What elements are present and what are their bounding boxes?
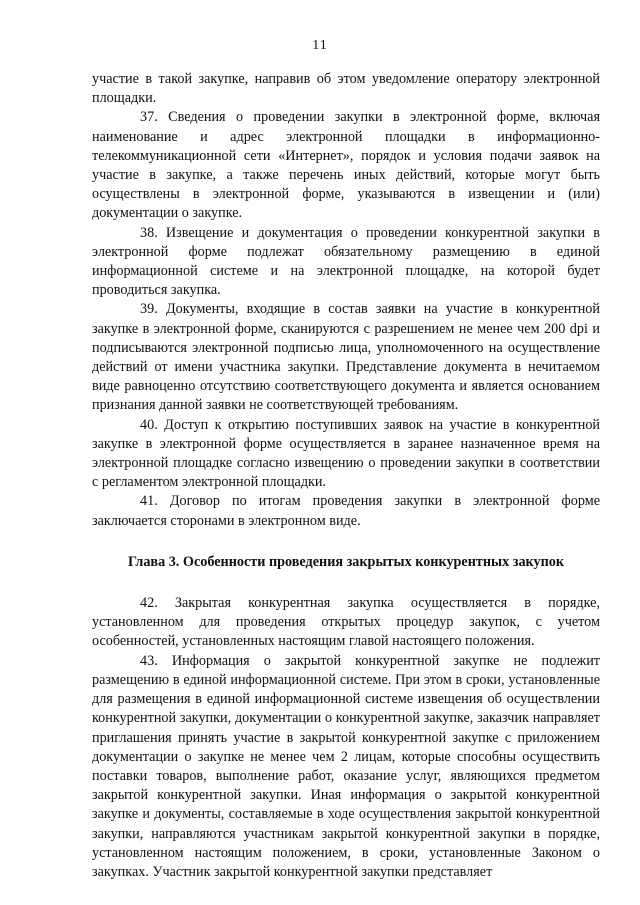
paragraph-41: 41. Договор по итогам проведения закупки в электронной форме заключается сторонами в электронном виде. <box>92 493 600 529</box>
page-number: 11 <box>312 38 328 53</box>
paragraph-39: 39. Документы, входящие в состав заявки на участие в конкурентной закупке в электронной форме, сканируются с разрешением не менее чем 200 dpi и подписываются электронной подписью лица, уполномоченного на осуществление действий от имени участника закупки. Представление документа в нечитаемом виде равноценно отсутствию соответствующего документа и является основанием признания данной заявки не соответствующей требованиям. <box>92 301 600 414</box>
chapter-title: Глава 3. Особенности проведения закрытых конкурентных закупок <box>127 553 565 570</box>
paragraph-continuation: участие в такой закупке, направив об этом уведомление оператору электронной площадки. <box>92 71 600 107</box>
paragraph-42: 42. Закрытая конкурентная закупка осуществляется в порядке, установленном для проведения открытых процедур закупок, с учетом особенностей, установленных настоящим главой настоящего положения. <box>92 595 600 650</box>
paragraph-38: 38. Извещение и документация о проведении конкурентной закупки в электронной форме подлежат обязательному размещению в единой информационной системе и на электронной площадке, на которой будет проводиться закупка. <box>92 224 600 299</box>
paragraph-40: 40. Доступ к открытию поступивших заявок на участие в конкурентной закупке в электронной форме осуществляется в заранее назначенное время на электронной площадке согласно извещению о проведении закупки в соответствии с регламентом электронной площадки. <box>92 416 600 491</box>
paragraph-37: 37. Сведения о проведении закупки в электронной форме, включая наименование и адрес электронной площадки в информационно-телекоммуникационной сети «Интернет», порядок и условия подачи заявок на участие в закупке, а также перечень иных действий, которые могут быть осуществлены в электронной форме, указываются в извещении и (или) документации о закупке. <box>92 109 600 222</box>
paragraph-43: 43. Информация о закрытой конкурентной закупке не подлежит размещению в единой информационной системе. При этом в сроки, установленные для размещения в единой информационной системе извещения об осуществлении конкурентной закупки, документации о конкурентной закупке, заказчик направляет приглашения принять участие в закрытой конкурентной закупке с приложением документации о закупке не менее чем 2 лицам, которые способны осуществить поставки товаров, выполнение работ, оказание услуг, являющихся предметом закрытой конкурентной закупки. Иная информация о закрытой конкурентной закупке и документы, составляемые в ходе осуществления закрытой конкурентной закупки, направляются участникам закрытой конкурентной закупки в порядке, установленном настоящим положением, в сроки, установленные Законом о закупках. Участник закрытой конкурентной закупки представляет <box>92 652 600 880</box>
document-body <box>92 70 600 882</box>
